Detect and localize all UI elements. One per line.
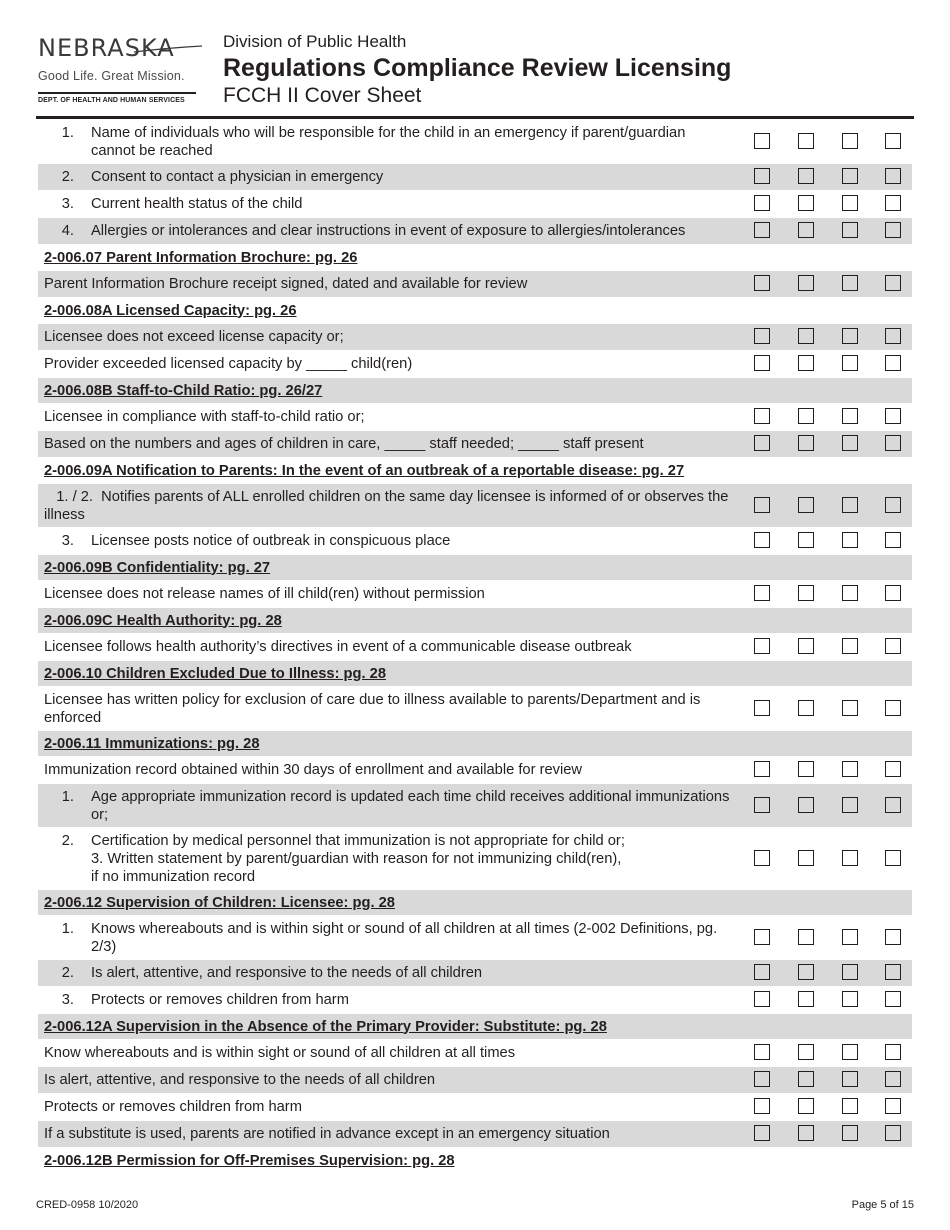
section-heading: 2-006.08A Licensed Capacity: pg. 26	[44, 302, 297, 319]
checkbox[interactable]	[842, 168, 858, 184]
requirement-text: Protects or removes children from harm	[44, 1099, 302, 1115]
checklist-row	[38, 1067, 912, 1094]
requirement-text	[44, 195, 734, 213]
checkbox[interactable]	[885, 497, 901, 513]
checkbox[interactable]	[885, 133, 901, 149]
checkbox[interactable]	[754, 222, 770, 238]
item-text: Age appropriate immunization record is updated each time child receives additional immunizations or;	[91, 788, 730, 823]
checkbox[interactable]	[842, 638, 858, 654]
checkbox[interactable]	[798, 850, 814, 866]
checkbox[interactable]	[885, 435, 901, 451]
checklist-row	[38, 916, 912, 960]
section-heading-row	[38, 298, 912, 324]
checkbox[interactable]	[885, 964, 901, 980]
checkbox[interactable]	[754, 929, 770, 945]
checkbox[interactable]	[798, 355, 814, 371]
item-text: Is alert, attentive, and responsive to the needs of all children	[91, 965, 483, 981]
requirement-text	[44, 964, 734, 982]
header-titles	[223, 32, 731, 109]
compliance-checklist	[38, 120, 912, 1174]
page-number: Page 5 of 15	[851, 1199, 914, 1211]
checkbox[interactable]	[798, 133, 814, 149]
item-number: 2.	[61, 832, 74, 849]
checkbox[interactable]	[885, 1044, 901, 1060]
logo-tagline: Good Life. Great Mission.	[38, 69, 185, 83]
compliance-checkboxes	[754, 497, 914, 515]
item-text: Allergies or intolerances and clear instructions in event of exposure to allergies/intolerances	[91, 223, 686, 239]
compliance-checkboxes	[754, 991, 914, 1009]
requirement-text: Licensee has written policy for exclusion of care due to illness available to parents/Department and is enforced	[44, 691, 705, 726]
checkbox[interactable]	[885, 355, 901, 371]
compliance-checkboxes	[754, 638, 914, 656]
checkbox[interactable]	[798, 1125, 814, 1141]
compliance-checkboxes	[754, 1125, 914, 1143]
requirement-text	[44, 532, 734, 550]
checklist-row	[38, 271, 912, 298]
checkbox[interactable]	[885, 850, 901, 866]
requirement-text	[44, 991, 734, 1009]
checklist-row	[38, 528, 912, 555]
checkbox[interactable]	[754, 638, 770, 654]
checkbox[interactable]	[798, 929, 814, 945]
checkbox[interactable]	[885, 638, 901, 654]
header-rule	[36, 116, 914, 119]
checkbox[interactable]	[842, 964, 858, 980]
checklist-row	[38, 404, 912, 431]
section-heading-row	[38, 555, 912, 581]
checkbox[interactable]	[842, 797, 858, 813]
checkbox[interactable]	[842, 497, 858, 513]
section-heading-row	[38, 458, 912, 484]
requirement-text: 1. / 2. Notifies parents of ALL enrolled children on the same day licensee is informed of or observes the illness	[44, 488, 733, 523]
checkbox[interactable]	[798, 532, 814, 548]
compliance-checkboxes	[754, 133, 914, 151]
compliance-checkboxes	[754, 168, 914, 186]
requirement-text: Based on the numbers and ages of children in care, _____ staff needed; _____ staff present	[44, 436, 644, 452]
checkbox[interactable]	[754, 168, 770, 184]
checkbox[interactable]	[842, 222, 858, 238]
compliance-checkboxes	[754, 797, 914, 815]
checkbox[interactable]	[798, 435, 814, 451]
section-heading-row	[38, 890, 912, 916]
checkbox[interactable]	[842, 1125, 858, 1141]
checklist-row	[38, 120, 912, 164]
checkbox[interactable]	[798, 964, 814, 980]
checkbox[interactable]	[842, 195, 858, 211]
checkbox[interactable]	[798, 638, 814, 654]
section-heading-row	[38, 245, 912, 271]
compliance-checkboxes	[754, 700, 914, 718]
item-text: Certification by medical personnel that immunization is not appropriate for child or; 3. Written statement by parent/guardian with reason for not immunizing child(ren), if no immunization record	[91, 832, 625, 885]
item-text: Consent to contact a physician in emergency	[91, 169, 384, 185]
compliance-checkboxes	[754, 1071, 914, 1089]
compliance-checkboxes	[754, 275, 914, 293]
checkbox[interactable]	[754, 1044, 770, 1060]
checkbox[interactable]	[842, 275, 858, 291]
checkbox[interactable]	[885, 700, 901, 716]
checkbox[interactable]	[885, 585, 901, 601]
section-heading-row	[38, 1014, 912, 1040]
compliance-checkboxes	[754, 1044, 914, 1062]
checkbox[interactable]	[798, 1098, 814, 1114]
checkbox[interactable]	[842, 1071, 858, 1087]
page-title: Regulations Compliance Review Licensing	[223, 54, 732, 82]
checklist-row	[38, 431, 912, 458]
form-id: CRED-0958 10/2020	[36, 1199, 139, 1211]
item-number: 1.	[61, 124, 74, 141]
section-heading: 2-006.12A Supervision in the Absence of the Primary Provider: Substitute: pg. 28	[44, 1018, 607, 1035]
checkbox[interactable]	[842, 991, 858, 1007]
checkbox[interactable]	[798, 991, 814, 1007]
checkbox[interactable]	[885, 195, 901, 211]
checkbox[interactable]	[798, 275, 814, 291]
item-number: 3.	[61, 992, 74, 1008]
requirement-text	[44, 788, 734, 824]
compliance-checkboxes	[754, 195, 914, 213]
section-heading: 2-006.12B Permission for Off-Premises Supervision: pg. 28	[44, 1152, 455, 1169]
checkbox[interactable]	[885, 761, 901, 777]
section-heading: 2-006.08B Staff-to-Child Ratio: pg. 26/27	[44, 382, 323, 399]
page-header	[36, 30, 914, 116]
requirement-text	[44, 920, 734, 956]
item-number: 2.	[61, 965, 74, 981]
checkbox[interactable]	[798, 700, 814, 716]
item-text: Protects or removes children from harm	[91, 992, 349, 1008]
compliance-checkboxes	[754, 964, 914, 982]
section-heading: 2-006.12 Supervision of Children: Licensee: pg. 28	[44, 894, 395, 911]
checkbox[interactable]	[885, 1071, 901, 1087]
checkbox[interactable]	[885, 797, 901, 813]
checkbox[interactable]	[754, 435, 770, 451]
checkbox[interactable]	[754, 355, 770, 371]
logo-wordmark: NEBRASKA	[38, 34, 175, 62]
section-heading-row	[38, 378, 912, 404]
checklist-row	[38, 1040, 912, 1067]
section-heading-row	[38, 661, 912, 687]
checklist-row	[38, 484, 912, 528]
checkbox[interactable]	[798, 195, 814, 211]
checklist-row	[38, 1094, 912, 1121]
checklist-row	[38, 757, 912, 784]
requirement-text: Licensee does not release names of ill child(ren) without permission	[44, 586, 485, 602]
checkbox[interactable]	[754, 328, 770, 344]
item-text: Name of individuals who will be responsible for the child in an emergency if parent/guardian cannot be reached	[91, 124, 686, 159]
checkbox[interactable]	[754, 700, 770, 716]
checkbox[interactable]	[754, 133, 770, 149]
requirement-text	[44, 222, 734, 240]
checkbox[interactable]	[754, 497, 770, 513]
checkbox[interactable]	[798, 761, 814, 777]
checkbox[interactable]	[754, 195, 770, 211]
checkbox[interactable]	[754, 1071, 770, 1087]
logo-divider	[38, 92, 196, 94]
section-heading: 2-006.09B Confidentiality: pg. 27	[44, 559, 271, 576]
checklist-row	[38, 191, 912, 218]
checkbox[interactable]	[754, 408, 770, 424]
compliance-checkboxes	[754, 355, 914, 373]
checkbox[interactable]	[885, 532, 901, 548]
section-heading: 2-006.09C Health Authority: pg. 28	[44, 612, 282, 629]
item-number: 1.	[61, 788, 74, 805]
checklist-row	[38, 687, 912, 731]
checkbox[interactable]	[798, 408, 814, 424]
section-heading: 2-006.10 Children Excluded Due to Illness: pg. 28	[44, 665, 386, 682]
checkbox[interactable]	[798, 585, 814, 601]
section-heading-row	[38, 731, 912, 757]
item-number: 2.	[61, 169, 74, 185]
requirement-text	[44, 832, 734, 886]
item-text: Current health status of the child	[91, 196, 303, 212]
checkbox[interactable]	[885, 1098, 901, 1114]
checkbox[interactable]	[885, 328, 901, 344]
compliance-checkboxes	[754, 408, 914, 426]
checklist-row	[38, 960, 912, 987]
checkbox[interactable]	[754, 585, 770, 601]
requirement-text: Licensee in compliance with staff-to-child ratio or;	[44, 409, 365, 425]
checkbox[interactable]	[885, 991, 901, 1007]
checklist-row	[38, 218, 912, 245]
requirement-text	[44, 168, 734, 186]
nebraska-dhhs-logo	[36, 30, 204, 110]
checkbox[interactable]	[798, 222, 814, 238]
checkbox[interactable]	[754, 964, 770, 980]
checkbox[interactable]	[885, 168, 901, 184]
checklist-row	[38, 581, 912, 608]
compliance-checkboxes	[754, 328, 914, 346]
checkbox[interactable]	[798, 497, 814, 513]
checkbox[interactable]	[798, 797, 814, 813]
checklist-row	[38, 634, 912, 661]
checkbox[interactable]	[754, 850, 770, 866]
checklist-row	[38, 164, 912, 191]
checkbox[interactable]	[842, 532, 858, 548]
compliance-checkboxes	[754, 435, 914, 453]
compliance-checkboxes	[754, 532, 914, 550]
page-subtitle: FCCH II Cover Sheet	[223, 84, 422, 107]
checkbox[interactable]	[842, 1044, 858, 1060]
checkbox[interactable]	[885, 408, 901, 424]
compliance-checkboxes	[754, 761, 914, 779]
checkbox[interactable]	[842, 328, 858, 344]
checkbox[interactable]	[798, 1044, 814, 1060]
section-heading: 2-006.07 Parent Information Brochure: pg. 26	[44, 249, 358, 266]
logo-department: DEPT. OF HEALTH AND HUMAN SERVICES	[38, 97, 185, 104]
requirement-text: Provider exceeded licensed capacity by _____ child(ren)	[44, 356, 413, 372]
checkbox[interactable]	[885, 929, 901, 945]
division-label: Division of Public Health	[223, 32, 407, 51]
requirement-text: Licensee follows health authority’s directives in event of a communicable disease outbreak	[44, 639, 632, 655]
checkbox[interactable]	[842, 700, 858, 716]
compliance-checkboxes	[754, 222, 914, 240]
section-heading: 2-006.11 Immunizations: pg. 28	[44, 735, 260, 752]
checklist-row	[38, 987, 912, 1014]
checkbox[interactable]	[842, 929, 858, 945]
compliance-checkboxes	[754, 1098, 914, 1116]
requirement-text: Know whereabouts and is within sight or sound of all children at all times	[44, 1045, 516, 1061]
checkbox[interactable]	[842, 355, 858, 371]
checkbox[interactable]	[798, 168, 814, 184]
checkbox[interactable]	[754, 275, 770, 291]
requirement-text: Licensee does not exceed license capacity or;	[44, 329, 344, 345]
checkbox[interactable]	[798, 1071, 814, 1087]
checklist-row	[38, 784, 912, 828]
checklist-row	[38, 351, 912, 378]
compliance-checkboxes	[754, 850, 914, 868]
checklist-row	[38, 1121, 912, 1148]
checkbox[interactable]	[754, 1125, 770, 1141]
checkbox[interactable]	[754, 1098, 770, 1114]
item-text: Knows whereabouts and is within sight or sound of all children at all times (2-002 Definitions, pg. 2/3)	[91, 920, 718, 955]
checkbox[interactable]	[754, 761, 770, 777]
checkbox[interactable]	[798, 328, 814, 344]
checkbox[interactable]	[885, 275, 901, 291]
compliance-checkboxes	[754, 929, 914, 947]
requirement-text: Parent Information Brochure receipt signed, dated and available for review	[44, 276, 528, 292]
item-number: 1.	[61, 920, 74, 937]
section-heading-row	[38, 608, 912, 634]
requirement-text: Immunization record obtained within 30 days of enrollment and available for review	[44, 762, 583, 778]
item-number: 4.	[61, 223, 74, 239]
section-heading: 2-006.09A Notification to Parents: In the event of an outbreak of a reportable disease: pg. 27	[44, 462, 685, 479]
checkbox[interactable]	[754, 797, 770, 813]
checkbox[interactable]	[842, 761, 858, 777]
checkbox[interactable]	[885, 1125, 901, 1141]
checkbox[interactable]	[842, 1098, 858, 1114]
checklist-row	[38, 324, 912, 351]
checklist-row	[38, 828, 912, 890]
item-number: 3.	[61, 196, 74, 212]
checkbox[interactable]	[754, 532, 770, 548]
compliance-checkboxes	[754, 585, 914, 603]
requirement-text: Is alert, attentive, and responsive to the needs of all children	[44, 1072, 436, 1088]
checkbox[interactable]	[842, 408, 858, 424]
checkbox[interactable]	[842, 435, 858, 451]
section-heading-row	[38, 1148, 912, 1174]
checkbox[interactable]	[842, 133, 858, 149]
checkbox[interactable]	[885, 222, 901, 238]
checkbox[interactable]	[842, 585, 858, 601]
requirement-text: If a substitute is used, parents are notified in advance except in an emergency situation	[44, 1126, 610, 1142]
checkbox[interactable]	[842, 850, 858, 866]
checkbox[interactable]	[754, 991, 770, 1007]
item-number: 3.	[61, 533, 74, 549]
requirement-text	[44, 124, 734, 160]
item-text: Licensee posts notice of outbreak in conspicuous place	[91, 533, 451, 549]
